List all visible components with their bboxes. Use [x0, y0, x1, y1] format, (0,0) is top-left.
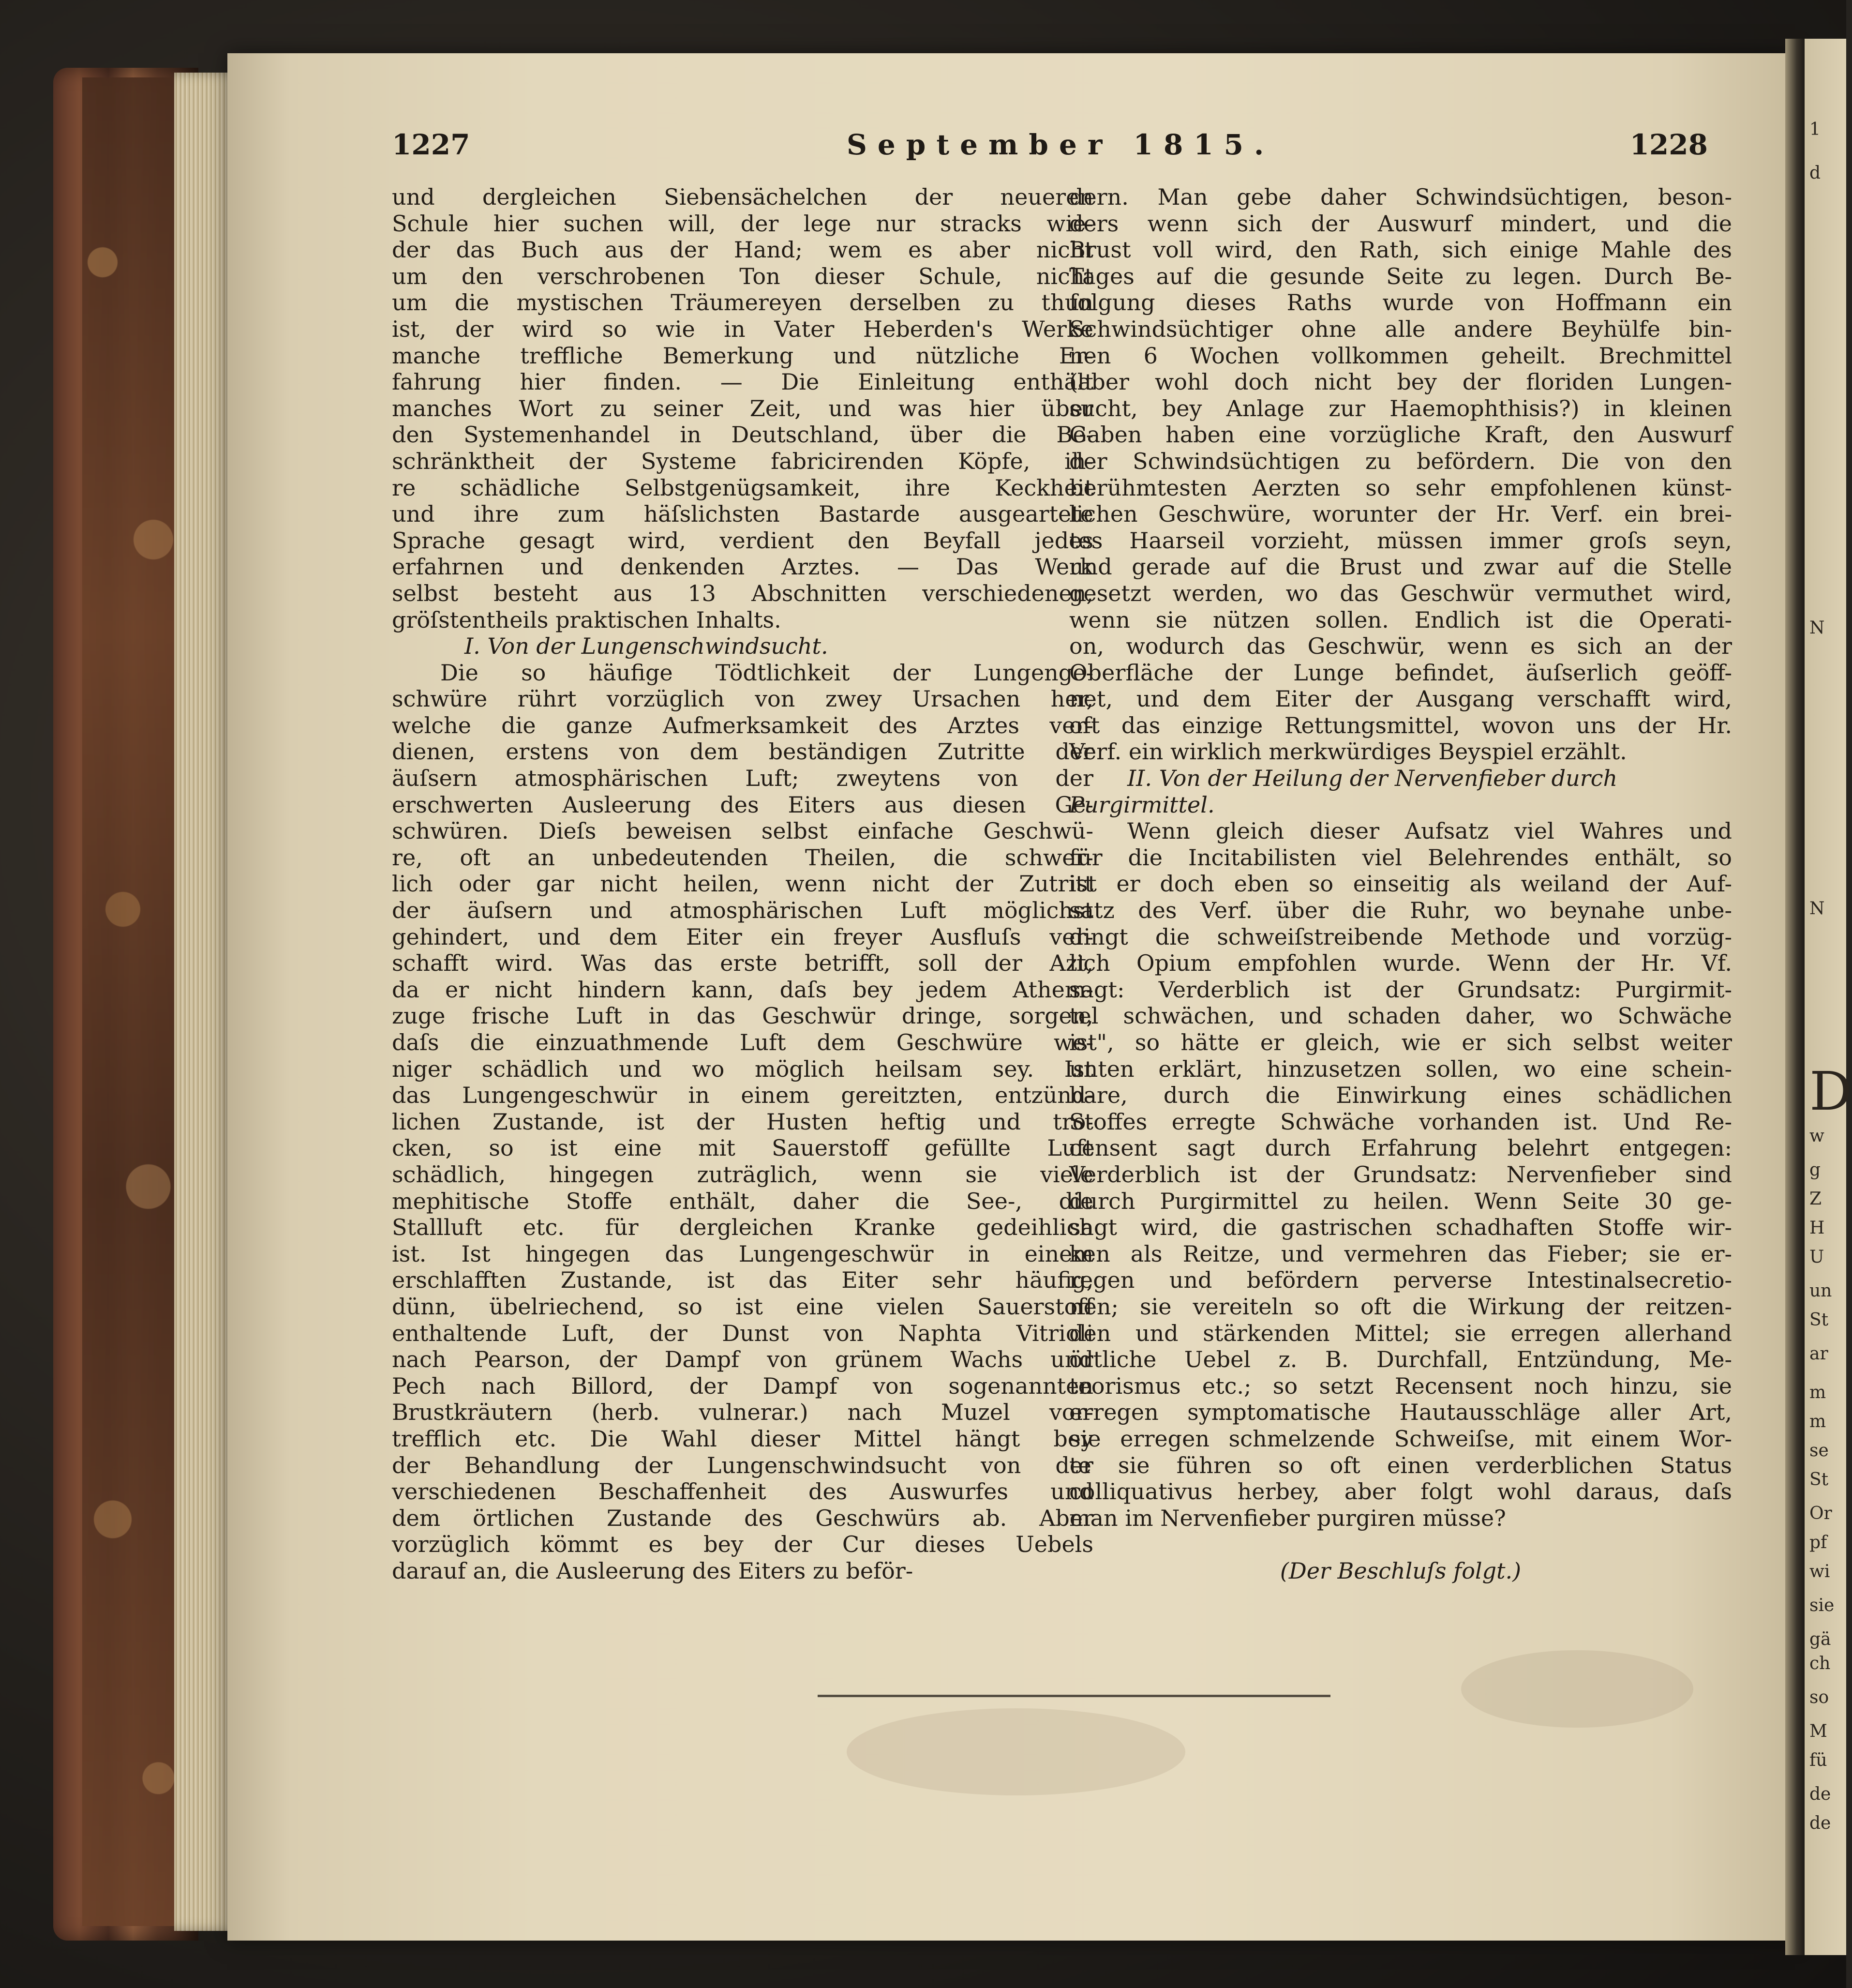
text-line: äuſsern atmosphärischen Luft; zweytens von der	[392, 765, 1093, 792]
next-page-fragment: pf	[1809, 1533, 1827, 1552]
next-page-fragment: se	[1809, 1441, 1829, 1461]
left-column	[392, 184, 1093, 1584]
next-page-fragment: U	[1809, 1247, 1824, 1267]
text-line: schafft wird. Was das erste betrifft, soll der Azt,	[392, 950, 1093, 977]
next-page-fragment: wi	[1809, 1562, 1830, 1581]
next-page-fragment: g	[1809, 1160, 1821, 1180]
next-page-fragment: un	[1809, 1281, 1832, 1301]
text-line: Brust voll wird, den Rath, sich einige Mahle des	[1069, 237, 1732, 263]
text-line: vorzüglich kömmt es bey der Cur dieses Uebels	[392, 1531, 1093, 1558]
marbled-cover	[82, 77, 184, 1926]
text-line: durch Purgirmittel zu heilen. Wenn Seite 30 ge-	[1069, 1188, 1732, 1214]
text-line: censent sagt durch Erfahrung belehrt entgegen:	[1069, 1135, 1732, 1161]
text-line: on, wodurch das Geschwür, wenn es sich an der	[1069, 633, 1732, 660]
text-line: manches Wort zu seiner Zeit, und was hier über	[392, 395, 1093, 422]
next-page-fragment: w	[1809, 1126, 1824, 1146]
text-line: gehindert, und dem Eiter ein freyer Ausfluſs ver-	[392, 923, 1093, 950]
text-line: re, oft an unbedeutenden Theilen, die schwer-	[392, 844, 1093, 871]
text-line: nen; sie vereiteln so oft die Wirkung der reitzen-	[1069, 1293, 1732, 1320]
next-page-fragment: N	[1809, 618, 1825, 638]
text-line: ist", so hätte er gleich, wie er sich selbst weiter	[1069, 1029, 1732, 1055]
text-line: re schädliche Selbstgenügsamkeit, ihre Keckheit	[392, 474, 1093, 501]
text-line: gröſstentheils praktischen Inhalts.	[392, 606, 781, 633]
text-line: der äuſsern und atmosphärischen Luft möglichst	[392, 897, 1093, 924]
text-line: das Lungengeschwür in einem gereitzten, entzünd-	[392, 1082, 1093, 1109]
text-line: erfahrnen und denkenden Arztes. — Das Werk	[392, 554, 1093, 580]
page-gutter	[1785, 39, 1805, 1955]
next-page-fragment: ch	[1809, 1654, 1831, 1673]
section-rule	[818, 1695, 1330, 1697]
text-line: ders wenn sich der Auswurf mindert, und die	[1069, 210, 1732, 237]
text-line: Sprache gesagt wird, verdient den Beyfall jedes	[392, 527, 1093, 554]
text-line: unten erklärt, hinzusetzen sollen, wo eine schein-	[1069, 1055, 1732, 1082]
text-line: I. Von der Lungenschwindsucht.	[464, 633, 828, 660]
text-line: gesetzt werden, wo das Geschwür vermuthet wird,	[1069, 580, 1732, 606]
text-line: und dergleichen Siebensächelchen der neueren	[392, 184, 1093, 210]
text-line: um die mystischen Träumereyen derselben zu thun	[392, 289, 1093, 316]
text-line: regen und befördern perverse Intestinalsecretio-	[1069, 1267, 1732, 1294]
text-line: ist. Ist hingegen das Lungengeschwür in einem	[392, 1240, 1093, 1267]
text-line: dern. Man gebe daher Schwindsüchtigen, beson-	[1069, 184, 1732, 210]
text-line: Purgirmittel.	[1069, 791, 1215, 818]
text-line: Verf. ein wirklich merkwürdiges Beyspiel erzählt.	[1069, 738, 1627, 765]
text-line: cken, so ist eine mit Sauerstoff gefüllte Luft	[392, 1135, 1093, 1161]
text-line: verschiedenen Beschaffenheit des Auswurfes und	[392, 1478, 1093, 1505]
text-line: da er nicht hindern kann, daſs bey jedem Athem-	[392, 976, 1093, 1003]
text-line: colliquativus herbey, aber folgt wohl daraus, daſs	[1069, 1478, 1732, 1505]
next-page-fragment: ar	[1809, 1344, 1828, 1364]
text-line: Tages auf die gesunde Seite zu legen. Durch Be-	[1069, 263, 1732, 289]
text-line: schwüren. Dieſs beweisen selbst einfache Geschwü-	[392, 818, 1093, 844]
text-line: erregen symptomatische Hautausschläge aller Art,	[1069, 1399, 1732, 1426]
text-line: erschwerten Ausleerung des Eiters aus diesen Ge-	[392, 791, 1093, 818]
text-line: dünn, übelriechend, so ist eine vielen Sauerstoff	[392, 1293, 1093, 1320]
text-line: II. Von der Heilung der Nervenfieber durch	[1127, 765, 1618, 792]
text-line: ist er doch eben so einseitig als weiland der Auf-	[1069, 871, 1732, 897]
text-line: oft das einzige Rettungsmittel, wovon uns der Hr.	[1069, 712, 1732, 738]
text-line: zuge frische Luft in das Geschwür dringe, sorgen,	[392, 1003, 1093, 1029]
text-line: Brustkräutern (herb. vulnerar.) nach Muzel vor-	[392, 1399, 1093, 1426]
text-line: für die Incitabilisten viel Belehrendes enthält, so	[1069, 844, 1732, 871]
text-line: lichen Geschwüre, worunter der Hr. Verf. ein brei-	[1069, 501, 1732, 527]
text-line: trefflich etc. Die Wahl dieser Mittel hängt bey	[392, 1425, 1093, 1452]
text-line: Schwindsüchtiger ohne alle andere Beyhülfe bin-	[1069, 316, 1732, 342]
text-line: den Systemenhandel in Deutschland, über die Be-	[392, 422, 1093, 448]
page-number-left: 1227	[392, 128, 470, 161]
text-line: Schule hier suchen will, der lege nur stracks wie-	[392, 210, 1093, 237]
text-line: Verderblich ist der Grundsatz: Nervenfieber sind	[1069, 1161, 1732, 1188]
text-line: selbst besteht aus 13 Abschnitten verschiedenen,	[392, 580, 1093, 606]
text-line: Stallluft etc. für dergleichen Kranke gedeihlich	[392, 1214, 1093, 1241]
text-line: dienen, erstens von dem beständigen Zutritte der	[392, 738, 1093, 765]
text-line: lich Opium empfohlen wurde. Wenn der Hr. Vf.	[1069, 950, 1732, 977]
text-line: dingt die schweiſstreibende Methode und vorzüg-	[1069, 923, 1732, 950]
right-column	[1069, 184, 1732, 1584]
text-line: folgung dieses Raths wurde von Hoffmann ein	[1069, 289, 1732, 316]
text-line: berühmtesten Aerzten so sehr empfohlenen künst-	[1069, 474, 1732, 501]
next-page-fragment: fü	[1809, 1750, 1827, 1770]
text-line: schwüre rührt vorzüglich von zwey Ursachen her,	[392, 686, 1093, 712]
text-line: schädlich, hingegen zuträglich, wenn sie viele	[392, 1161, 1093, 1188]
text-line: (Der Beschluſs folgt.)	[1280, 1557, 1522, 1584]
text-line: tel schwächen, und schaden daher, wo Schwäche	[1069, 1003, 1732, 1029]
next-page-fragment: 1	[1809, 120, 1821, 139]
text-line: schränktheit der Systeme fabricirenden Köpfe, ih-	[392, 448, 1093, 474]
next-page-fragment: d	[1809, 163, 1821, 183]
text-line: bare, durch die Einwirkung eines schädlichen	[1069, 1082, 1732, 1109]
text-line: net, und dem Eiter der Ausgang verschafft wird,	[1069, 686, 1732, 712]
text-line: teorismus etc.; so setzt Recensent noch hinzu, sie	[1069, 1372, 1732, 1399]
text-line: lich oder gar nicht heilen, wenn nicht der Zutritt	[392, 871, 1093, 897]
page-header	[392, 128, 1708, 172]
text-line: um den verschrobenen Ton dieser Schule, nicht	[392, 263, 1093, 289]
page-number-right: 1228	[1629, 128, 1708, 161]
next-page-fragment: m	[1809, 1383, 1826, 1402]
text-line: nach Pearson, der Dampf von grünem Wachs und	[392, 1346, 1093, 1373]
next-page-fragment: Z	[1809, 1189, 1822, 1209]
text-line: dem örtlichen Zustande des Geschwürs ab. Aber	[392, 1505, 1093, 1531]
next-page-fragment: Or	[1809, 1504, 1832, 1523]
next-page-fragment: sie	[1809, 1596, 1835, 1615]
next-page-fragment: H	[1809, 1218, 1825, 1238]
text-line	[1069, 1531, 1732, 1558]
next-page-fragment: gä	[1809, 1629, 1831, 1649]
text-line: enthaltende Luft, der Dunst von Naphta Vitrioli	[392, 1320, 1093, 1346]
next-page-fragment: D	[1809, 1060, 1852, 1122]
text-line: niger schädlich und wo möglich heilsam sey. Ist	[392, 1055, 1093, 1082]
text-line: und gerade auf die Brust und zwar auf die Stelle	[1069, 554, 1732, 580]
next-page-fragment: so	[1809, 1687, 1829, 1707]
text-line: sagt: Verderblich ist der Grundsatz: Purgirmit-	[1069, 976, 1732, 1003]
text-line: erschlafften Zustande, ist das Eiter sehr häufig,	[392, 1267, 1093, 1294]
text-line: satz des Verf. über die Ruhr, wo beynahe unbe-	[1069, 897, 1732, 924]
text-line: lichen Zustande, ist der Husten heftig und tro-	[392, 1108, 1093, 1135]
text-line: welche die ganze Aufmerksamkeit des Arztes ver-	[392, 712, 1093, 738]
text-line: ist, der wird so wie in Vater Heberden's Werke	[392, 316, 1093, 342]
text-line: tes Haarseil vorzieht, müssen immer groſs seyn,	[1069, 527, 1732, 554]
running-title: September 1815.	[847, 128, 1275, 161]
text-line: Stoffes erregte Schwäche vorhanden ist. Und Re-	[1069, 1108, 1732, 1135]
text-line: daſs die einzuathmende Luft dem Geschwüre we-	[392, 1029, 1093, 1055]
text-line: nen 6 Wochen vollkommen geheilt. Brechmittel	[1069, 342, 1732, 369]
text-line: man im Nervenfieber purgiren müsse?	[1069, 1505, 1506, 1531]
text-line: sucht, bey Anlage zur Haemophthisis?) in kleinen	[1069, 395, 1732, 422]
next-page-fragment: M	[1809, 1721, 1827, 1741]
text-line: Pech nach Billord, der Dampf von sogenannten	[392, 1372, 1093, 1399]
text-line: der Schwindsüchtigen zu befördern. Die von den	[1069, 448, 1732, 474]
next-page-fragment: N	[1809, 899, 1825, 919]
text-line: örtliche Uebel z. B. Durchfall, Entzündung, Me-	[1069, 1346, 1732, 1373]
next-page-fragment: St	[1809, 1470, 1829, 1490]
text-line: Oberfläche der Lunge befindet, äuſserlich geöff-	[1069, 659, 1732, 686]
text-line: der Behandlung der Lungenschwindsucht von der	[392, 1452, 1093, 1478]
text-line: ken als Reitze, und vermehren das Fieber; sie er-	[1069, 1240, 1732, 1267]
text-line: wenn sie nützen sollen. Endlich ist die Operati-	[1069, 606, 1732, 633]
text-line: Die so häufige Tödtlichkeit der Lungenge-	[440, 659, 1093, 686]
text-line: (aber wohl doch nicht bey der floriden Lungen-	[1069, 369, 1732, 395]
text-line: Gaben haben eine vorzügliche Kraft, den Auswurf	[1069, 422, 1732, 448]
next-page-edge	[1805, 39, 1852, 1955]
text-line: mephitische Stoffe enthält, daher die See-, die	[392, 1188, 1093, 1214]
text-line: manche treffliche Bemerkung und nützliche Er-	[392, 342, 1093, 369]
text-line: und ihre zum häſslichsten Bastarde ausgeartete	[392, 501, 1093, 527]
text-line: fahrung hier finden. — Die Einleitung enthält	[392, 369, 1093, 395]
next-page-fragment: de	[1809, 1813, 1831, 1833]
text-line: sie erregen schmelzende Schweiſse, mit einem Wor-	[1069, 1425, 1732, 1452]
text-line: te sie führen so oft einen verderblichen Status	[1069, 1452, 1732, 1478]
text-line: darauf an, die Ausleerung des Eiters zu beför-	[392, 1557, 913, 1584]
text-line: Wenn gleich dieser Aufsatz viel Wahres und	[1127, 818, 1732, 844]
next-page-fragment: St	[1809, 1310, 1829, 1330]
text-line: den und stärkenden Mittel; sie erregen allerhand	[1069, 1320, 1732, 1346]
next-page-fragment: m	[1809, 1412, 1826, 1431]
text-line: sagt wird, die gastrischen schadhaften Stoffe wir-	[1069, 1214, 1732, 1241]
next-page-fragment: de	[1809, 1784, 1831, 1804]
text-line: der das Buch aus der Hand; wem es aber nicht	[392, 237, 1093, 263]
